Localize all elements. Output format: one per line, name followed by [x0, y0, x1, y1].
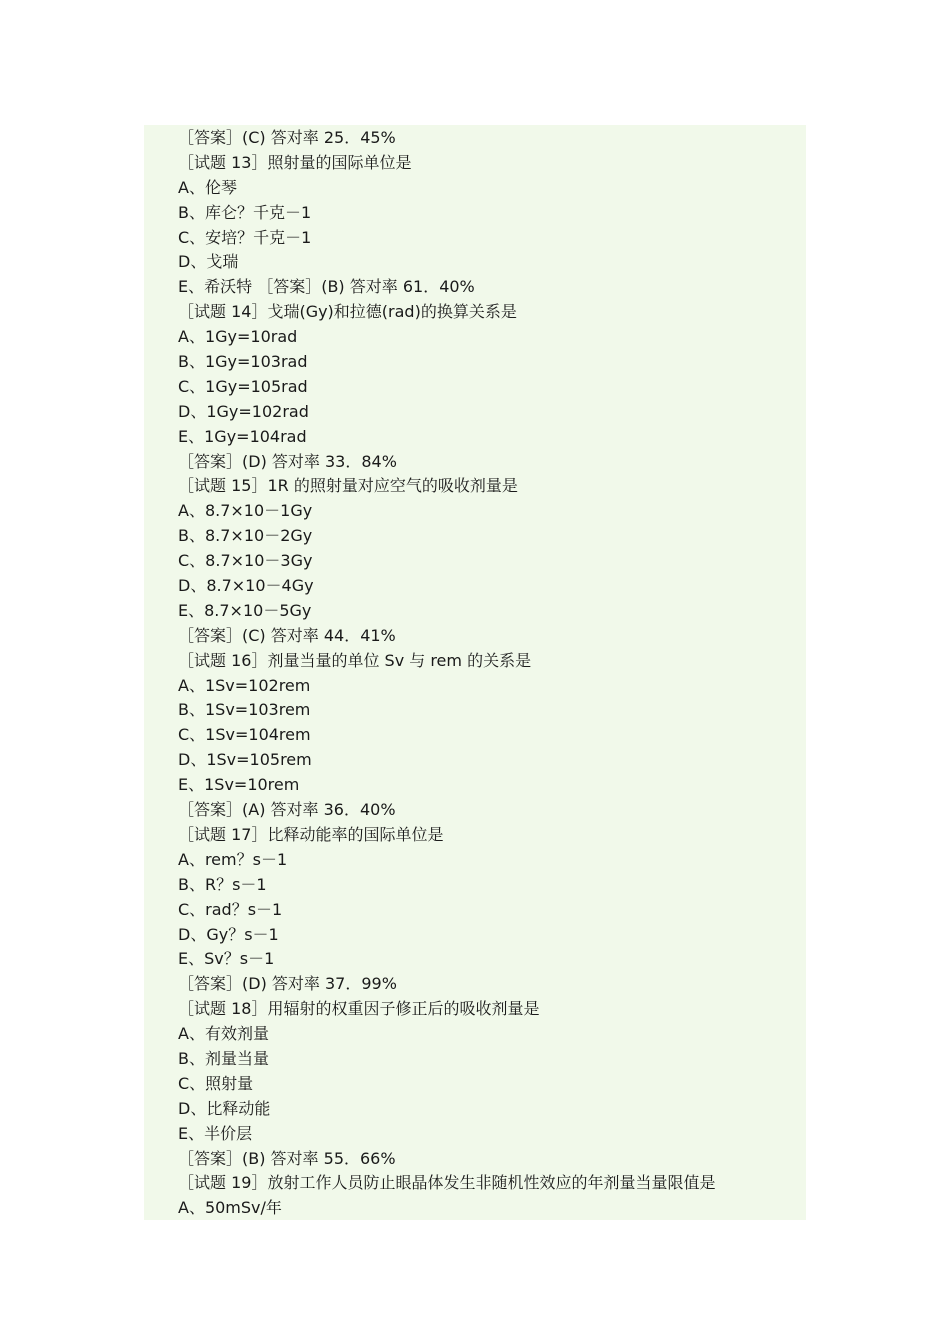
document-text-block: [144, 125, 806, 1220]
question-or-answer-line: ［试题 15］1R 的照射量对应空气的吸收剂量是: [178, 476, 518, 496]
option-line: A、50mSv/年: [178, 1198, 282, 1218]
option-line: A、rem？s－1: [178, 849, 288, 869]
question-or-answer-line: ［试题 14］戈瑞(Gy)和拉德(rad)的换算关系是: [178, 302, 517, 322]
option-line: A、1Gy=10rad: [178, 327, 298, 347]
option-line: D、1Sv=105rem: [178, 750, 312, 770]
option-line: C、1Sv=104rem: [178, 725, 311, 745]
option-line: B、8.7×10－2Gy: [178, 526, 313, 546]
question-or-answer-line: ［试题 16］剂量当量的单位 Sv 与 rem 的关系是: [178, 650, 532, 670]
option-line: B、库仑？千克－1: [178, 202, 312, 222]
option-line: E、Sv？s－1: [178, 949, 275, 969]
option-line: A、伦琴: [178, 177, 237, 197]
option-line: E、半价层: [178, 1123, 253, 1143]
question-or-answer-line: ［答案］(D) 答对率 37．99%: [178, 974, 397, 994]
option-line: A、8.7×10－1Gy: [178, 501, 313, 521]
option-line: C、1Gy=105rad: [178, 376, 308, 396]
option-line: C、照射量: [178, 1073, 254, 1093]
option-line: A、有效剂量: [178, 1024, 269, 1044]
option-line: D、8.7×10－4Gy: [178, 576, 314, 596]
question-or-answer-line: ［试题 19］放射工作人员防止眼晶体发生非随机性效应的年剂量当量限值是: [178, 1173, 716, 1193]
option-line: C、8.7×10－3Gy: [178, 551, 313, 571]
question-or-answer-line: ［答案］(B) 答对率 55．66%: [178, 1148, 396, 1168]
option-line: E、8.7×10－5Gy: [178, 600, 312, 620]
option-line: D、比释动能: [178, 1098, 271, 1118]
question-or-answer-line: ［试题 17］比释动能率的国际单位是: [178, 824, 444, 844]
option-line: B、R？s－1: [178, 874, 267, 894]
option-line: C、rad？s－1: [178, 899, 283, 919]
question-or-answer-line: ［试题 18］用辐射的权重因子修正后的吸收剂量是: [178, 999, 540, 1019]
question-or-answer-line: ［试题 13］照射量的国际单位是: [178, 152, 412, 172]
option-line: C、安培？千克－1: [178, 227, 312, 247]
option-line: B、剂量当量: [178, 1048, 269, 1068]
option-line: B、1Sv=103rem: [178, 700, 311, 720]
option-line: D、戈瑞: [178, 252, 239, 272]
question-or-answer-line: ［答案］(D) 答对率 33．84%: [178, 451, 397, 471]
option-line: E、希沃特 ［答案］(B) 答对率 61．40%: [178, 277, 475, 297]
question-or-answer-line: ［答案］(A) 答对率 36．40%: [178, 800, 396, 820]
option-line: D、1Gy=102rad: [178, 401, 309, 421]
option-line: E、1Gy=104rad: [178, 426, 307, 446]
option-line: D、Gy？s－1: [178, 924, 279, 944]
question-or-answer-line: ［答案］(C) 答对率 25．45%: [178, 128, 396, 147]
option-line: E、1Sv=10rem: [178, 775, 300, 795]
option-line: A、1Sv=102rem: [178, 675, 311, 695]
option-line: B、1Gy=103rad: [178, 352, 308, 372]
question-or-answer-line: ［答案］(C) 答对率 44．41%: [178, 625, 396, 645]
